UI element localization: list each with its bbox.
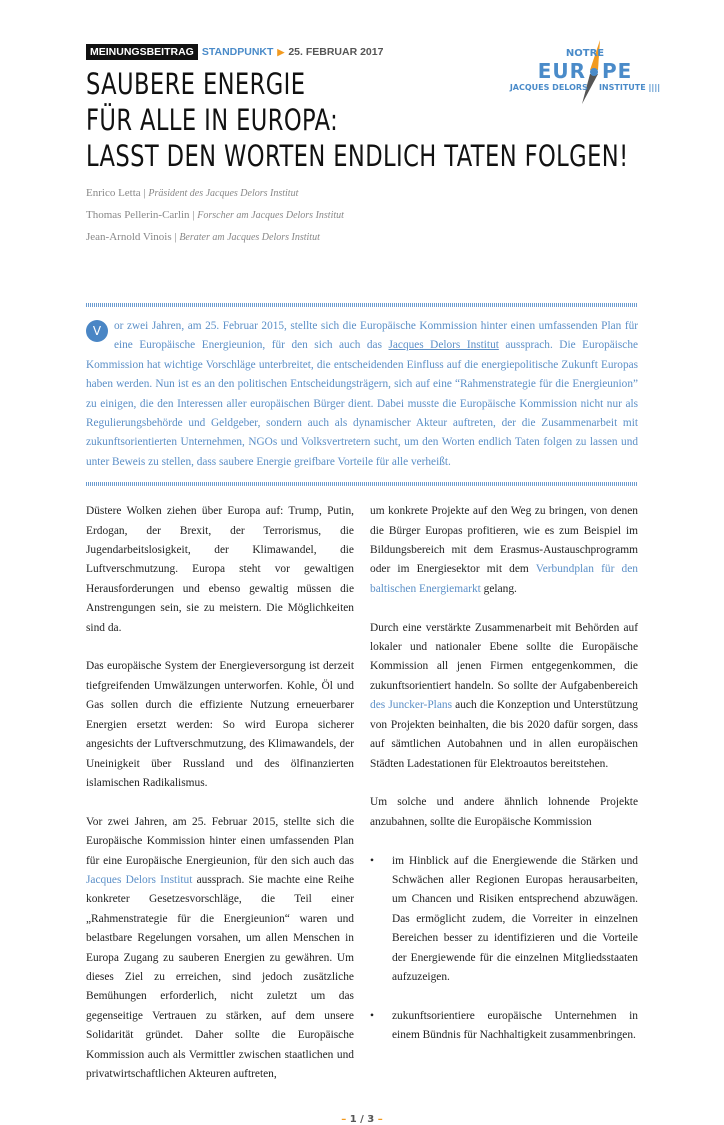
paragraph: Durch eine verstärkte Zusammenarbeit mit Behörden auf lokaler und nationaler Ebene sollte die Europäische Kommission all jenen Firmen entgegenkommen, die zukunftsorientiert handeln. So sollte der Aufgabenbereich des Juncker-Plans auch die Konzeption und Unterstützung von Projekten beinhalten, die bis 2020 dafür sorgen, dass auf sämtlichen Autobahnen und in allen europäischen Städten Ladestationen für Elektroautos bereitstehen. bbox=[370, 621, 638, 770]
page-number: – 1 / 3 – bbox=[341, 1113, 383, 1125]
jacques-delors-link[interactable]: Jacques Delors Institut bbox=[388, 339, 499, 352]
left-column bbox=[86, 502, 354, 1104]
paragraph: Um solche und andere ähnlich lohnende Projekte anzubahnen, sollte die Europäische Kommission bbox=[370, 796, 638, 828]
baltic-energy-plan-link[interactable]: Verbundplan für den baltischen Energiemarkt bbox=[370, 563, 638, 595]
article-kicker bbox=[86, 44, 383, 60]
dropcap: V bbox=[86, 320, 108, 342]
title-line: FÜR ALLE IN EUROPA: bbox=[86, 103, 339, 137]
list-item: • zukunftsorientiere europäische Unternehmen in einem Bündnis für Nachhaltigkeit zusammenbringen. bbox=[370, 1007, 638, 1046]
bullet-list bbox=[370, 852, 638, 1046]
dash-icon: – bbox=[341, 1113, 347, 1125]
dotted-divider bbox=[86, 482, 638, 486]
logo-line: EUR PE bbox=[537, 59, 633, 83]
category-label: STANDPUNKT bbox=[201, 46, 274, 58]
paragraph: um konkrete Projekte auf den Weg zu bringen, von denen die Bürger Europas profitieren, wie es zum Beispiel im Bildungsbereich mit dem Erasmus-Austauschprogramm oder im Energiesektor mit dem Verbundplan für den baltischen Energiemarkt gelang. bbox=[370, 505, 638, 595]
author: Enrico Letta | Präsident des Jacques Delors Institut bbox=[86, 187, 299, 199]
title-line: SAUBERE ENERGIE bbox=[86, 67, 306, 101]
logo-line: NOTRE bbox=[565, 48, 605, 59]
notre-europe-logo bbox=[509, 38, 661, 108]
dotted-divider bbox=[86, 303, 638, 307]
juncker-plan-link[interactable]: des Juncker-Plans bbox=[370, 699, 453, 712]
list-item: • im Hinblick auf die Energiewende die Stärken und Schwächen aller Regionen Europas herausarbeiten, um Chancen und Risiken entsprechend abzuwägen. Das ermöglicht zudem, die Vorreiter in einzelnen Bereichen besser zu identifizieren und die Vorteile der Energiewende für die einzelnen Mitgliedsstaaten aufzuzeigen. bbox=[370, 852, 638, 988]
author: Thomas Pellerin-Carlin | Forscher am Jacques Delors Institut bbox=[86, 209, 344, 221]
type-tag: MEINUNGSBEITRAG bbox=[86, 44, 198, 60]
author-list bbox=[86, 182, 344, 248]
logo-line: JACQUES DELORS INSTITUTE |||| bbox=[509, 83, 661, 92]
arrow-icon: ▶ bbox=[277, 46, 285, 57]
right-column bbox=[370, 502, 638, 1104]
title-line: LASST DEN WORTEN ENDLICH TATEN FOLGEN! bbox=[86, 139, 629, 173]
intro-paragraph: V or zwei Jahren, am 25. Februar 2015, stellte sich die Europäische Kommission hinter einen umfassenden Plan für eine Europäische Energieunion, für den sich auch das Jacques Delors Institut aussprach. Die Europäische Kommission hat wichtige Vorschläge unterbreitet, die entscheidenden Einfluss auf die energiepolitische Zukunft Europas haben werden. Nun ist es an den politischen Entscheidungsträgern, sich auf eine “Rahmenstrategie für die Energieunion” zu einigen, die den Interessen aller europäischen Bürger dient. Dabei musste die Europäische Kommission nicht nur als Regulierungsbehörde und Geldgeber, sondern auch als dynamischer Akteur auftreten, der die Zusammenarbeit mit zukunftsorientierten Unternehmen, NGOs und Volksvertretern sucht, um den Worten endlich Taten folgen zu lassen und unter Beweis zu stellen, dass saubere Energie greifbare Vorteile für alle verheißt. bbox=[86, 320, 638, 468]
author: Jean-Arnold Vinois | Berater am Jacques Delors Institut bbox=[86, 231, 320, 243]
dash-icon: – bbox=[377, 1113, 383, 1125]
article-body bbox=[86, 303, 638, 1125]
paragraph: Düstere Wolken ziehen über Europa auf: Trump, Putin, Erdogan, der Brexit, der Terrorismus, die Jugendarbeitslosigkeit, der Klimawandel, die Luftverschmutzung. Europa steht vor gewaltigen Herausforderungen und ebenso gewaltig müssen die Anstrengungen sein, sie zu meistern. Die Möglichkeiten sind da. bbox=[86, 505, 354, 634]
publication-date: 25. FEBRUAR 2017 bbox=[288, 46, 384, 58]
paragraph: Vor zwei Jahren, am 25. Februar 2015, stellte sich die Europäische Kommission hinter einen umfassenden Plan für eine Europäische Energieunion, für den sich auch das Jacques Delors Institut aussprach. Sie machte eine Reihe konkreter Gesetzesvorschläge, die Teil einer „Rahmenstrategie für die Energieunion“ waren und belastbare Regelungen vorsahen, um allen Menschen in Europa Zugang zu sauberen Energien zu gewähren. Um dieses Ziel zu erreichen, sind jedoch zusätzliche Bemühungen erforderlich, nicht zuletzt um das gegenseitige Vertrauen zu stärken, auf dem unsere Solidarität gründet. Daher sollte die Europäische Kommission auch als Vermittler zwischen staatlichen und privatwirtschaftlichen Akteuren auftreten, bbox=[86, 815, 354, 1080]
columns bbox=[86, 502, 638, 1104]
jacques-delors-link[interactable]: Jacques Delors Institut bbox=[86, 873, 193, 886]
paragraph: Das europäische System der Energieversorgung ist derzeit tiefgreifenden Umwälzungen unterworfen. Kohle, Öl und Gas sollen durch die effiziente Nutzung erneuerbarer Energien ersetzt werden: So wird Europa sicherer angesichts der Luftverschmutzung, des Klimawandels, der Uneinigkeit über Russland und des ölfinanzierten islamischen Radikalismus. bbox=[86, 660, 354, 789]
